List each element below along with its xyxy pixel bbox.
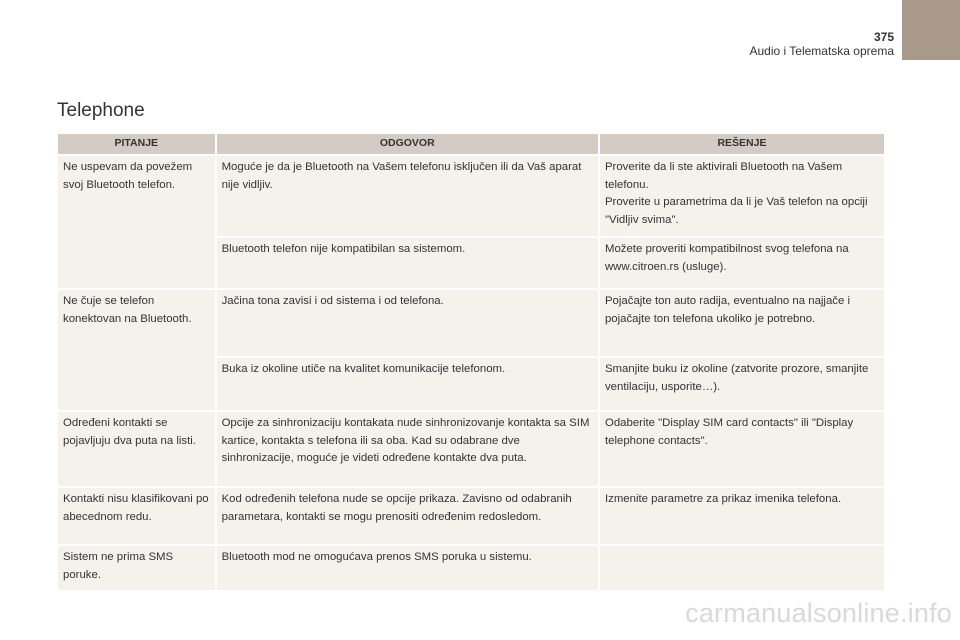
answer-cell: Bluetooth mod ne omogućava prenos SMS poruka u sistemu. (217, 546, 598, 590)
solution-cell: Izmenite parametre za prikaz imenika telefona. (600, 488, 884, 544)
table-header-row (58, 134, 884, 154)
section-header: Audio i Telematska oprema (749, 44, 894, 58)
answer-cell: Opcije za sinhronizaciju kontakata nude sinhronizovanje kontakta sa SIM kartice, kontakta s telefona ili sa oba. Kad su odabrane dve sinhronizacije, moguće je videti određene kontakte dva puta. (217, 412, 598, 486)
solution-cell: Pojačajte ton auto radija, eventualno na najjače i pojačajte ton telefona ukoliko je potrebno. (600, 290, 884, 356)
solution-cell (600, 546, 884, 590)
question-cell: Određeni kontakti se pojavljuju dva puta na listi. (58, 412, 215, 486)
answer-cell: Bluetooth telefon nije kompatibilan sa sistemom. (217, 238, 598, 288)
table-row (58, 156, 884, 236)
solution-cell: Proverite da li ste aktivirali Bluetooth na Vašem telefonu. Proverite u parametrima da li je Vaš telefon na opciji "Vidljiv svima". (600, 156, 884, 236)
column-header-answer: ODGOVOR (217, 134, 598, 154)
answer-cell: Buka iz okoline utiče na kvalitet komunikacije telefonom. (217, 358, 598, 410)
corner-tab (902, 0, 960, 60)
column-header-question: PITANJE (58, 134, 215, 154)
table-row (58, 290, 884, 356)
page-title: Telephone (57, 100, 145, 121)
answer-cell: Kod određenih telefona nude se opcije prikaza. Zavisno od odabranih parametara, kontakti se mogu prenositi određenim redosledom. (217, 488, 598, 544)
page-number: 375 (873, 30, 894, 44)
solution-cell: Možete proveriti kompatibilnost svog telefona na www.citroen.rs (usluge). (600, 238, 884, 288)
column-header-solution: REŠENJE (600, 134, 884, 154)
answer-cell: Jačina tona zavisi i od sistema i od telefona. (217, 290, 598, 356)
table-row (58, 488, 884, 544)
troubleshooting-table (56, 132, 886, 592)
table-row (58, 412, 884, 486)
question-cell: Ne čuje se telefon konektovan na Bluetooth. (58, 290, 215, 410)
solution-cell: Odaberite "Display SIM card contacts" ili "Display telephone contacts". (600, 412, 884, 486)
watermark: carmanualsonline.info (685, 598, 952, 628)
solution-cell: Smanjite buku iz okoline (zatvorite prozore, smanjite ventilaciju, usporite…). (600, 358, 884, 410)
table-row (58, 546, 884, 590)
question-cell: Sistem ne prima SMS poruke. (58, 546, 215, 590)
answer-cell: Moguće je da je Bluetooth na Vašem telefonu isključen ili da Vaš aparat nije vidljiv. (217, 156, 598, 236)
question-cell: Kontakti nisu klasifikovani po abecednom redu. (58, 488, 215, 544)
question-cell: Ne uspevam da povežem svoj Bluetooth telefon. (58, 156, 215, 288)
